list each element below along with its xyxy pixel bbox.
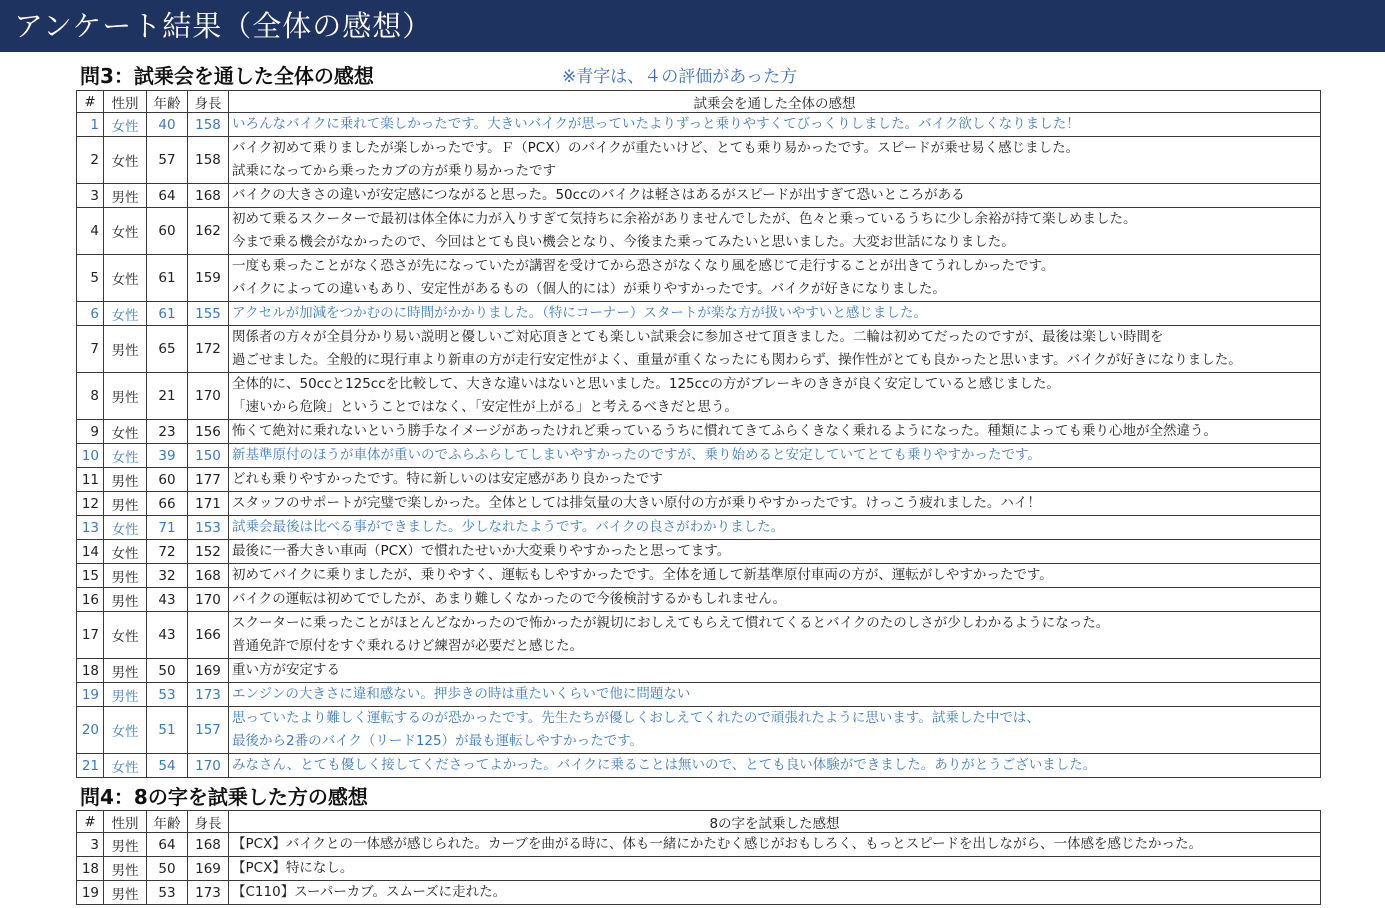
col-age-header: 年齢 bbox=[147, 91, 188, 113]
row-comment: バイクの運転は初めてでしたが、あまり難しくなかったので今後検討するかもしれません。 bbox=[229, 588, 1321, 612]
col-gender-header: 性別 bbox=[104, 91, 147, 113]
row-height: 150 bbox=[188, 444, 229, 468]
row-number: 19 bbox=[77, 683, 104, 707]
table-row bbox=[77, 564, 1321, 588]
row-height: 173 bbox=[188, 683, 229, 707]
table-row bbox=[77, 683, 1321, 707]
row-height: 170 bbox=[188, 588, 229, 612]
q3-table bbox=[76, 90, 1321, 778]
row-age: 40 bbox=[147, 113, 188, 137]
row-comment: 怖くて絶対に乗れないという勝手なイメージがあったけれど乗っているうちに慣れてきてふらくきなく乗れるようになった。種類によっても乗り心地が全然違う。 bbox=[229, 420, 1321, 444]
row-comment: 【PCX】バイクとの一体感が感じられた。カーブを曲がる時に、体も一緒にかたむく感じがおもしろく、もっとスピードを出しながら、一体感を感じたかった。 bbox=[229, 833, 1321, 857]
row-height: 168 bbox=[188, 184, 229, 208]
row-gender: 女性 bbox=[104, 612, 147, 659]
row-height: 170 bbox=[188, 373, 229, 420]
row-number: 14 bbox=[77, 540, 104, 564]
row-age: 66 bbox=[147, 492, 188, 516]
row-comment: 一度も乗ったことがなく恐さが先になっていたが講習を受けてから恐さがなくなり風を感じて走行することが出きてうれしかったです。 バイクによっての違いもあり、安定性があるもの（個人的には）が乗りやすかったです。バイクが好きになりました。 bbox=[229, 255, 1321, 302]
row-age: 60 bbox=[147, 468, 188, 492]
row-height: 168 bbox=[188, 564, 229, 588]
row-gender: 女性 bbox=[104, 707, 147, 754]
row-gender: 男性 bbox=[104, 326, 147, 373]
row-age: 72 bbox=[147, 540, 188, 564]
row-height: 155 bbox=[188, 302, 229, 326]
row-height: 153 bbox=[188, 516, 229, 540]
row-number: 9 bbox=[77, 420, 104, 444]
row-number: 3 bbox=[77, 833, 104, 857]
row-number: 10 bbox=[77, 444, 104, 468]
row-number: 8 bbox=[77, 373, 104, 420]
table-row bbox=[77, 516, 1321, 540]
table-row bbox=[77, 137, 1321, 184]
row-comment: いろんなバイクに乗れて楽しかったです。大きいバイクが思っていたよりずっと乗りやすくてびっくりしました。バイク欲しくなりました！ bbox=[229, 113, 1321, 137]
row-comment: スクーターに乗ったことがほとんどなかったので怖かったが親切におしえてもらえて慣れてくるとバイクのたのしさが少しわかるようになった。 普通免許で原付をすぐ乗れるけど練習が必要だと感じた。 bbox=[229, 612, 1321, 659]
row-comment: 思っていたより難しく運転するのが恐かったです。先生たちが優しくおしえてくれたので頑張れたように思います。試乗した中では、 最後から2番のバイク（リード125）が最も運転しやすかったです。 bbox=[229, 707, 1321, 754]
col-height-header: 身長 bbox=[188, 91, 229, 113]
row-number: 1 bbox=[77, 113, 104, 137]
row-number: 18 bbox=[77, 857, 104, 881]
table-row bbox=[77, 255, 1321, 302]
row-number: 21 bbox=[77, 754, 104, 778]
row-age: 50 bbox=[147, 659, 188, 683]
table-row bbox=[77, 444, 1321, 468]
table-row bbox=[77, 468, 1321, 492]
row-age: 64 bbox=[147, 184, 188, 208]
table-row bbox=[77, 857, 1321, 881]
row-gender: 男性 bbox=[104, 468, 147, 492]
table-row bbox=[77, 492, 1321, 516]
q3-title: 問3：試乗会を通した全体の感想 bbox=[80, 64, 374, 88]
row-height: 158 bbox=[188, 113, 229, 137]
table-row bbox=[77, 659, 1321, 683]
row-number: 2 bbox=[77, 137, 104, 184]
row-gender: 女性 bbox=[104, 208, 147, 255]
row-age: 39 bbox=[147, 444, 188, 468]
row-comment: 重い方が安定する bbox=[229, 659, 1321, 683]
row-comment: 【PCX】特になし。 bbox=[229, 857, 1321, 881]
row-height: 171 bbox=[188, 492, 229, 516]
q4-table-body bbox=[77, 833, 1321, 905]
table-row bbox=[77, 184, 1321, 208]
row-age: 50 bbox=[147, 857, 188, 881]
row-height: 169 bbox=[188, 659, 229, 683]
row-age: 43 bbox=[147, 612, 188, 659]
row-age: 32 bbox=[147, 564, 188, 588]
table-row bbox=[77, 540, 1321, 564]
row-comment: どれも乗りやすかったです。特に新しいのは安定感があり良かったです bbox=[229, 468, 1321, 492]
row-age: 57 bbox=[147, 137, 188, 184]
row-gender: 女性 bbox=[104, 516, 147, 540]
row-gender: 男性 bbox=[104, 833, 147, 857]
table-row bbox=[77, 208, 1321, 255]
table-row bbox=[77, 113, 1321, 137]
row-gender: 男性 bbox=[104, 683, 147, 707]
row-number: 20 bbox=[77, 707, 104, 754]
row-number: 4 bbox=[77, 208, 104, 255]
row-gender: 女性 bbox=[104, 302, 147, 326]
blue-text-note: ※青字は、４の評価があった方 bbox=[562, 67, 798, 87]
row-height: 157 bbox=[188, 707, 229, 754]
row-number: 18 bbox=[77, 659, 104, 683]
row-age: 43 bbox=[147, 588, 188, 612]
row-comment: スタッフのサポートが完璧で楽しかった。全体としては排気量の大きい原付の方が乗りやすかったです。けっこう疲れました。ハイ！ bbox=[229, 492, 1321, 516]
row-comment: 【C110】スーパーカブ。スムーズに走れた。 bbox=[229, 881, 1321, 905]
row-gender: 女性 bbox=[104, 255, 147, 302]
page-banner: アンケート結果（全体の感想） bbox=[0, 0, 1385, 52]
row-number: 16 bbox=[77, 588, 104, 612]
row-comment: 試乗会最後は比べる事ができました。少しなれたようです。バイクの良さがわかりました。 bbox=[229, 516, 1321, 540]
row-age: 21 bbox=[147, 373, 188, 420]
row-gender: 男性 bbox=[104, 564, 147, 588]
row-comment: 最後に一番大きい車両（PCX）で慣れたせいか大変乗りやすかったと思ってます。 bbox=[229, 540, 1321, 564]
row-age: 71 bbox=[147, 516, 188, 540]
col-number-header: # bbox=[77, 91, 104, 113]
row-gender: 男性 bbox=[104, 857, 147, 881]
table-row bbox=[77, 612, 1321, 659]
row-number: 19 bbox=[77, 881, 104, 905]
row-comment: 関係者の方々が全員分かり易い説明と優しいご対応頂きとても楽しい試乗会に参加させて頂きました。二輪は初めてだったのですが、最後は楽しい時間を 過ごせました。全般的に現行車より新車の方が走行安定性がよく、重量が重くなったにも関わらず、操作性がとても良かったと思います。バイクが好きになりました。 bbox=[229, 326, 1321, 373]
q4-title: 問4：8の字を試乗した方の感想 bbox=[80, 785, 368, 809]
table-row bbox=[77, 588, 1321, 612]
col-age-header: 年齢 bbox=[147, 811, 188, 833]
row-height: 156 bbox=[188, 420, 229, 444]
row-comment: バイクの大きさの違いが安定感につながると思った。50ccのバイクは軽さはあるがスピードが出すぎて恐いところがある bbox=[229, 184, 1321, 208]
q4-header-row bbox=[77, 811, 1321, 833]
row-comment: 初めてバイクに乗りましたが、乗りやすく、運転もしやすかったです。全体を通して新基準原付車両の方が、運転がしやすかったです。 bbox=[229, 564, 1321, 588]
row-age: 51 bbox=[147, 707, 188, 754]
row-age: 54 bbox=[147, 754, 188, 778]
table-row bbox=[77, 707, 1321, 754]
row-height: 173 bbox=[188, 881, 229, 905]
row-number: 5 bbox=[77, 255, 104, 302]
table-row bbox=[77, 754, 1321, 778]
row-comment: 初めて乗るスクーターで最初は体全体に力が入りすぎて気持ちに余裕がありませんでしたが、色々と乗っているうちに少し余裕が持て楽しめました。 今まで乗る機会がなかったので、今回はとても良い機会となり、今後また乗ってみたいと思いました。大変お世話になりました。 bbox=[229, 208, 1321, 255]
row-gender: 女性 bbox=[104, 444, 147, 468]
row-age: 23 bbox=[147, 420, 188, 444]
row-age: 65 bbox=[147, 326, 188, 373]
row-height: 166 bbox=[188, 612, 229, 659]
row-height: 177 bbox=[188, 468, 229, 492]
row-number: 13 bbox=[77, 516, 104, 540]
row-gender: 男性 bbox=[104, 492, 147, 516]
row-age: 53 bbox=[147, 683, 188, 707]
row-age: 53 bbox=[147, 881, 188, 905]
row-height: 158 bbox=[188, 137, 229, 184]
col-gender-header: 性別 bbox=[104, 811, 147, 833]
row-comment: エンジンの大きさに違和感ない。押歩きの時は重たいくらいで他に問題ない bbox=[229, 683, 1321, 707]
q4-table bbox=[76, 810, 1321, 905]
col-comment-header: 試乗会を通した全体の感想 bbox=[229, 91, 1321, 113]
row-age: 64 bbox=[147, 833, 188, 857]
table-row bbox=[77, 373, 1321, 420]
row-comment: バイク初めて乗りましたが楽しかったです。Ｆ（PCX）のバイクが重たいけど、とても乗り易かったです。スピードが乗せ易く感じました。 試乗になってから乗ったカブの方が乗り易かったです bbox=[229, 137, 1321, 184]
row-number: 17 bbox=[77, 612, 104, 659]
row-gender: 男性 bbox=[104, 588, 147, 612]
row-gender: 女性 bbox=[104, 113, 147, 137]
row-number: 11 bbox=[77, 468, 104, 492]
row-number: 12 bbox=[77, 492, 104, 516]
table-row bbox=[77, 420, 1321, 444]
row-height: 169 bbox=[188, 857, 229, 881]
table-row bbox=[77, 302, 1321, 326]
row-height: 172 bbox=[188, 326, 229, 373]
row-comment: みなさん、とても優しく接してくださってよかった。バイクに乗ることは無いので、とても良い体験ができました。ありがとうございました。 bbox=[229, 754, 1321, 778]
table-row bbox=[77, 326, 1321, 373]
row-gender: 女性 bbox=[104, 420, 147, 444]
row-age: 60 bbox=[147, 208, 188, 255]
row-comment: 新基準原付のほうが車体が重いのでふらふらしてしまいやすかったのですが、乗り始めると安定していてとても乗りやすかったです。 bbox=[229, 444, 1321, 468]
row-gender: 女性 bbox=[104, 754, 147, 778]
row-gender: 男性 bbox=[104, 373, 147, 420]
table-row bbox=[77, 833, 1321, 857]
row-comment: 全体的に、50ccと125ccを比較して、大きな違いはないと思いました。125ccの方がブレーキのききが良く安定していると感じました。 「速いから危険」ということではなく、「安定性が上がる」と考えるべきだと思う。 bbox=[229, 373, 1321, 420]
col-comment-header: 8の字を試乗した感想 bbox=[229, 811, 1321, 833]
row-number: 6 bbox=[77, 302, 104, 326]
row-height: 152 bbox=[188, 540, 229, 564]
col-height-header: 身長 bbox=[188, 811, 229, 833]
row-height: 170 bbox=[188, 754, 229, 778]
row-number: 7 bbox=[77, 326, 104, 373]
row-height: 162 bbox=[188, 208, 229, 255]
row-height: 159 bbox=[188, 255, 229, 302]
q3-header-row bbox=[77, 91, 1321, 113]
row-gender: 女性 bbox=[104, 137, 147, 184]
row-gender: 女性 bbox=[104, 540, 147, 564]
row-age: 61 bbox=[147, 302, 188, 326]
row-gender: 男性 bbox=[104, 184, 147, 208]
table-row bbox=[77, 881, 1321, 905]
row-number: 3 bbox=[77, 184, 104, 208]
row-gender: 男性 bbox=[104, 659, 147, 683]
col-number-header: # bbox=[77, 811, 104, 833]
row-comment: アクセルが加減をつかむのに時間がかかりました。（特にコーナー）スタートが楽な方が扱いやすいと感じました。 bbox=[229, 302, 1321, 326]
row-gender: 男性 bbox=[104, 881, 147, 905]
row-number: 15 bbox=[77, 564, 104, 588]
q3-table-body bbox=[77, 113, 1321, 778]
row-height: 168 bbox=[188, 833, 229, 857]
row-age: 61 bbox=[147, 255, 188, 302]
